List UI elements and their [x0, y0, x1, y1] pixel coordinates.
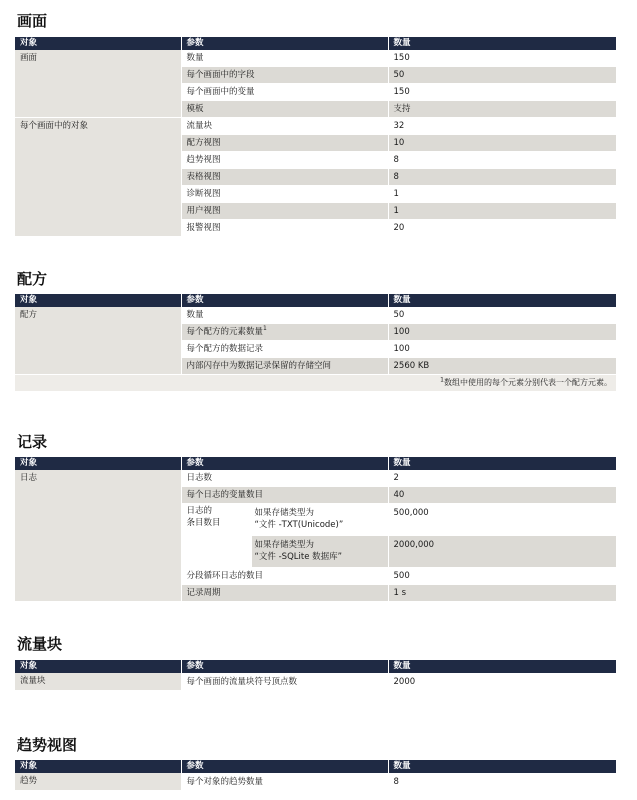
param-cell: 每个日志的变量数目 — [181, 487, 388, 504]
section-title: 配方 — [17, 270, 48, 288]
footnote-mark: 1 — [440, 376, 444, 384]
param-cell: 诊断视图 — [181, 186, 388, 203]
param-cell: 流量块 — [181, 118, 388, 135]
qty-cell: 40 — [388, 487, 616, 504]
qty-cell: 2000,000 — [388, 536, 616, 568]
param-cell: 趋势视图 — [181, 152, 388, 169]
qty-cell: 500 — [388, 568, 616, 585]
object-cell: 流量块 — [15, 673, 181, 691]
param-cell: 报警视图 — [181, 220, 388, 237]
param-cell: 记录周期 — [181, 585, 388, 602]
section-title: 趋势视图 — [17, 736, 78, 754]
qty-cell: 2000 — [388, 673, 616, 691]
faceplates-table — [15, 660, 616, 691]
header-object: 对象 — [15, 660, 181, 673]
table-header — [15, 660, 616, 673]
qty-cell: 2560 KB — [388, 358, 616, 375]
qty-cell: 50 — [388, 307, 616, 324]
header-param: 参数 — [181, 294, 388, 307]
object-cell: 画面 — [15, 50, 181, 118]
header-param: 参数 — [181, 457, 388, 470]
header-param: 参数 — [181, 760, 388, 773]
footnote-cell — [15, 375, 616, 392]
entries-label-line1: 日志的 — [186, 506, 213, 516]
qty-cell: 50 — [388, 67, 616, 84]
qty-cell: 8 — [388, 152, 616, 169]
table-header — [15, 457, 616, 470]
qty-cell: 20 — [388, 220, 616, 237]
param-cell: 用户视图 — [181, 203, 388, 220]
qty-cell: 150 — [388, 50, 616, 67]
param-cell: 模板 — [181, 101, 388, 118]
qty-cell: 500,000 — [388, 504, 616, 536]
param-cell — [251, 536, 388, 568]
param-cell: 内部闪存中为数据记录保留的存储空间 — [181, 358, 388, 375]
param-cell — [181, 324, 388, 341]
header-object: 对象 — [15, 760, 181, 773]
trend-view-table — [15, 760, 616, 791]
qty-cell: 2 — [388, 470, 616, 487]
table-row — [15, 118, 616, 135]
param-cell: 配方视图 — [181, 135, 388, 152]
object-cell: 趋势 — [15, 773, 181, 791]
param-cell: 日志数 — [181, 470, 388, 487]
qty-cell: 100 — [388, 324, 616, 341]
header-qty: 数量 — [388, 294, 616, 307]
object-cell: 配方 — [15, 307, 181, 375]
param-cell: 数量 — [181, 307, 388, 324]
screens-table — [15, 37, 616, 237]
header-object: 对象 — [15, 294, 181, 307]
param-cell: 每个对象的趋势数量 — [181, 773, 388, 791]
table-header — [15, 37, 616, 50]
qty-cell: 150 — [388, 84, 616, 101]
footnote-row — [15, 375, 616, 392]
table-header — [15, 760, 616, 773]
qty-cell: 1 — [388, 203, 616, 220]
qty-cell: 8 — [388, 773, 616, 791]
table-row — [15, 470, 616, 487]
qty-cell: 100 — [388, 341, 616, 358]
entries-label-line2: 条目数目 — [186, 518, 221, 528]
qty-cell: 8 — [388, 169, 616, 186]
section-title: 画面 — [17, 12, 48, 30]
table-row — [15, 50, 616, 67]
param-cell: 每个画面的流量块符号顶点数 — [181, 673, 388, 691]
header-param: 参数 — [181, 660, 388, 673]
header-object: 对象 — [15, 37, 181, 50]
param-cell: 每个画面中的变量 — [181, 84, 388, 101]
param-cell: 每个配方的数据记录 — [181, 341, 388, 358]
entries-label-cell — [181, 504, 251, 568]
header-param: 参数 — [181, 37, 388, 50]
param-cell: 每个画面中的字段 — [181, 67, 388, 84]
header-qty: 数量 — [388, 760, 616, 773]
recipes-table — [15, 294, 616, 392]
qty-cell: 支持 — [388, 101, 616, 118]
qty-cell: 1 — [388, 186, 616, 203]
header-qty: 数量 — [388, 37, 616, 50]
storage-type-line2: “文件 -SQLite 数据库” — [254, 552, 343, 562]
object-cell: 日志 — [15, 470, 181, 602]
qty-cell: 32 — [388, 118, 616, 135]
header-qty: 数量 — [388, 457, 616, 470]
table-row — [15, 673, 616, 691]
header-object: 对象 — [15, 457, 181, 470]
param-cell: 数量 — [181, 50, 388, 67]
header-qty: 数量 — [388, 660, 616, 673]
table-row — [15, 307, 616, 324]
table-header — [15, 294, 616, 307]
footnote-ref: 1 — [263, 325, 267, 333]
table-row — [15, 773, 616, 791]
storage-type-line1: 如果存储类型为 — [254, 508, 315, 518]
param-cell — [251, 504, 388, 536]
storage-type-line1: 如果存储类型为 — [254, 540, 315, 550]
section-title: 记录 — [17, 433, 48, 451]
qty-cell: 10 — [388, 135, 616, 152]
param-cell: 分段循环日志的数目 — [181, 568, 388, 585]
storage-type-line2: “文件 -TXT(Unicode)” — [254, 520, 344, 530]
param-cell: 表格视图 — [181, 169, 388, 186]
section-title: 流量块 — [17, 635, 63, 653]
qty-cell: 1 s — [388, 585, 616, 602]
footnote-text: 数组中使用的每个元素分别代表一个配方元素。 — [444, 378, 612, 387]
object-cell: 每个画面中的对象 — [15, 118, 181, 237]
param-text: 每个配方的元素数量 — [186, 327, 264, 337]
logging-table — [15, 457, 616, 602]
